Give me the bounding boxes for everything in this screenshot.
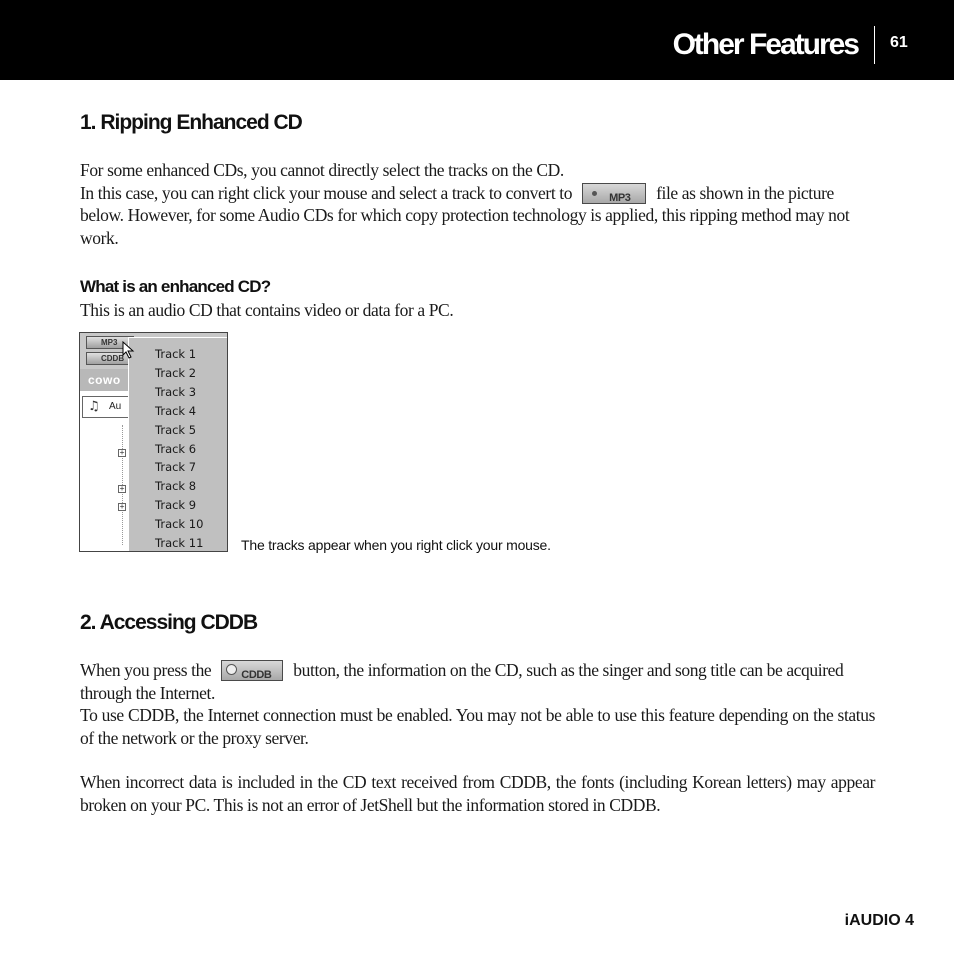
tree-expand-icon: + (119, 484, 125, 493)
track-context-menu (128, 337, 228, 552)
enhanced-cd-definition: This is an audio CD that contains video or data for a PC. (80, 300, 454, 320)
cddb-paragraph-3: When incorrect data is included in the CD text received from CDDB, the fonts (including Korean letters) may appear broken on your PC. This is not an error of JetShell but the information stored in CDDB. (80, 772, 875, 815)
disc-icon (226, 664, 237, 675)
page-title: Other Features (672, 28, 858, 61)
ripping-line-2-before: In this case, you can right click your mouse and select a track to convert to (80, 182, 573, 203)
mp3-dot-icon (592, 191, 597, 196)
cddb-paragraph-2: To use CDDB, the Internet connection must be enabled. You may not be able to use this feature depending on the status of the network or the proxy server. (80, 705, 875, 748)
mp3-button-image (582, 183, 646, 204)
cddb-para1-after: button, the information on the CD, such as the singer and song title can be acquired through the Internet. (80, 660, 844, 703)
track-menu-item: Track 6 (155, 442, 197, 456)
mouse-cursor-icon (122, 341, 136, 359)
screenshot-dropdown-text: Au (109, 401, 122, 412)
mp3-button-label: MP3 (609, 191, 631, 204)
cddb-para1-before: When you press the (80, 660, 212, 680)
header-bar (0, 0, 954, 80)
section-heading-ripping: 1. Ripping Enhanced CD (80, 111, 302, 134)
music-note-icon: ♫ (88, 399, 100, 414)
footer-product-name: iAUDIO 4 (844, 912, 914, 929)
screenshot-logo: cowo (88, 373, 121, 387)
track-menu-item: Track 9 (155, 498, 197, 512)
subheading-enhanced-cd: What is an enhanced CD? (80, 277, 271, 296)
ripping-paragraph (80, 159, 875, 249)
page-number: 61 (890, 34, 908, 51)
track-menu-item: Track 4 (155, 404, 197, 418)
header-divider (874, 26, 875, 64)
tree-expand-icon: + (119, 448, 125, 457)
ripping-line-2-after: file as shown in the picture below. However, for some Audio CDs for which copy protection technology is applied, this ripping method may not work. (80, 182, 850, 248)
cddb-button-label: CDDB (241, 669, 272, 681)
cddb-paragraph-1 (80, 659, 875, 704)
screenshot-tree (80, 425, 130, 552)
track-menu-item: Track 5 (155, 423, 197, 437)
screenshot-cddb-label: CDDB (101, 354, 125, 363)
section-heading-cddb: 2. Accessing CDDB (80, 611, 258, 634)
track-menu-screenshot (79, 332, 228, 552)
track-menu-item: Track 2 (155, 366, 197, 380)
track-menu-item: Track 11 (155, 536, 204, 550)
track-menu-item: Track 10 (155, 517, 204, 531)
track-menu-item: Track 7 (155, 460, 197, 474)
track-menu-item: Track 3 (155, 385, 197, 399)
tree-expand-icon: + (119, 502, 125, 511)
screenshot-caption: The tracks appear when you right click your mouse. (241, 537, 551, 553)
screenshot-mp3-label: MP3 (101, 338, 118, 347)
ripping-line-1: For some enhanced CDs, you cannot directly select the tracks on the CD. (80, 160, 564, 180)
cddb-button-image (221, 660, 283, 681)
track-menu-item: Track 1 (155, 347, 197, 361)
track-menu-item: Track 8 (155, 479, 197, 493)
